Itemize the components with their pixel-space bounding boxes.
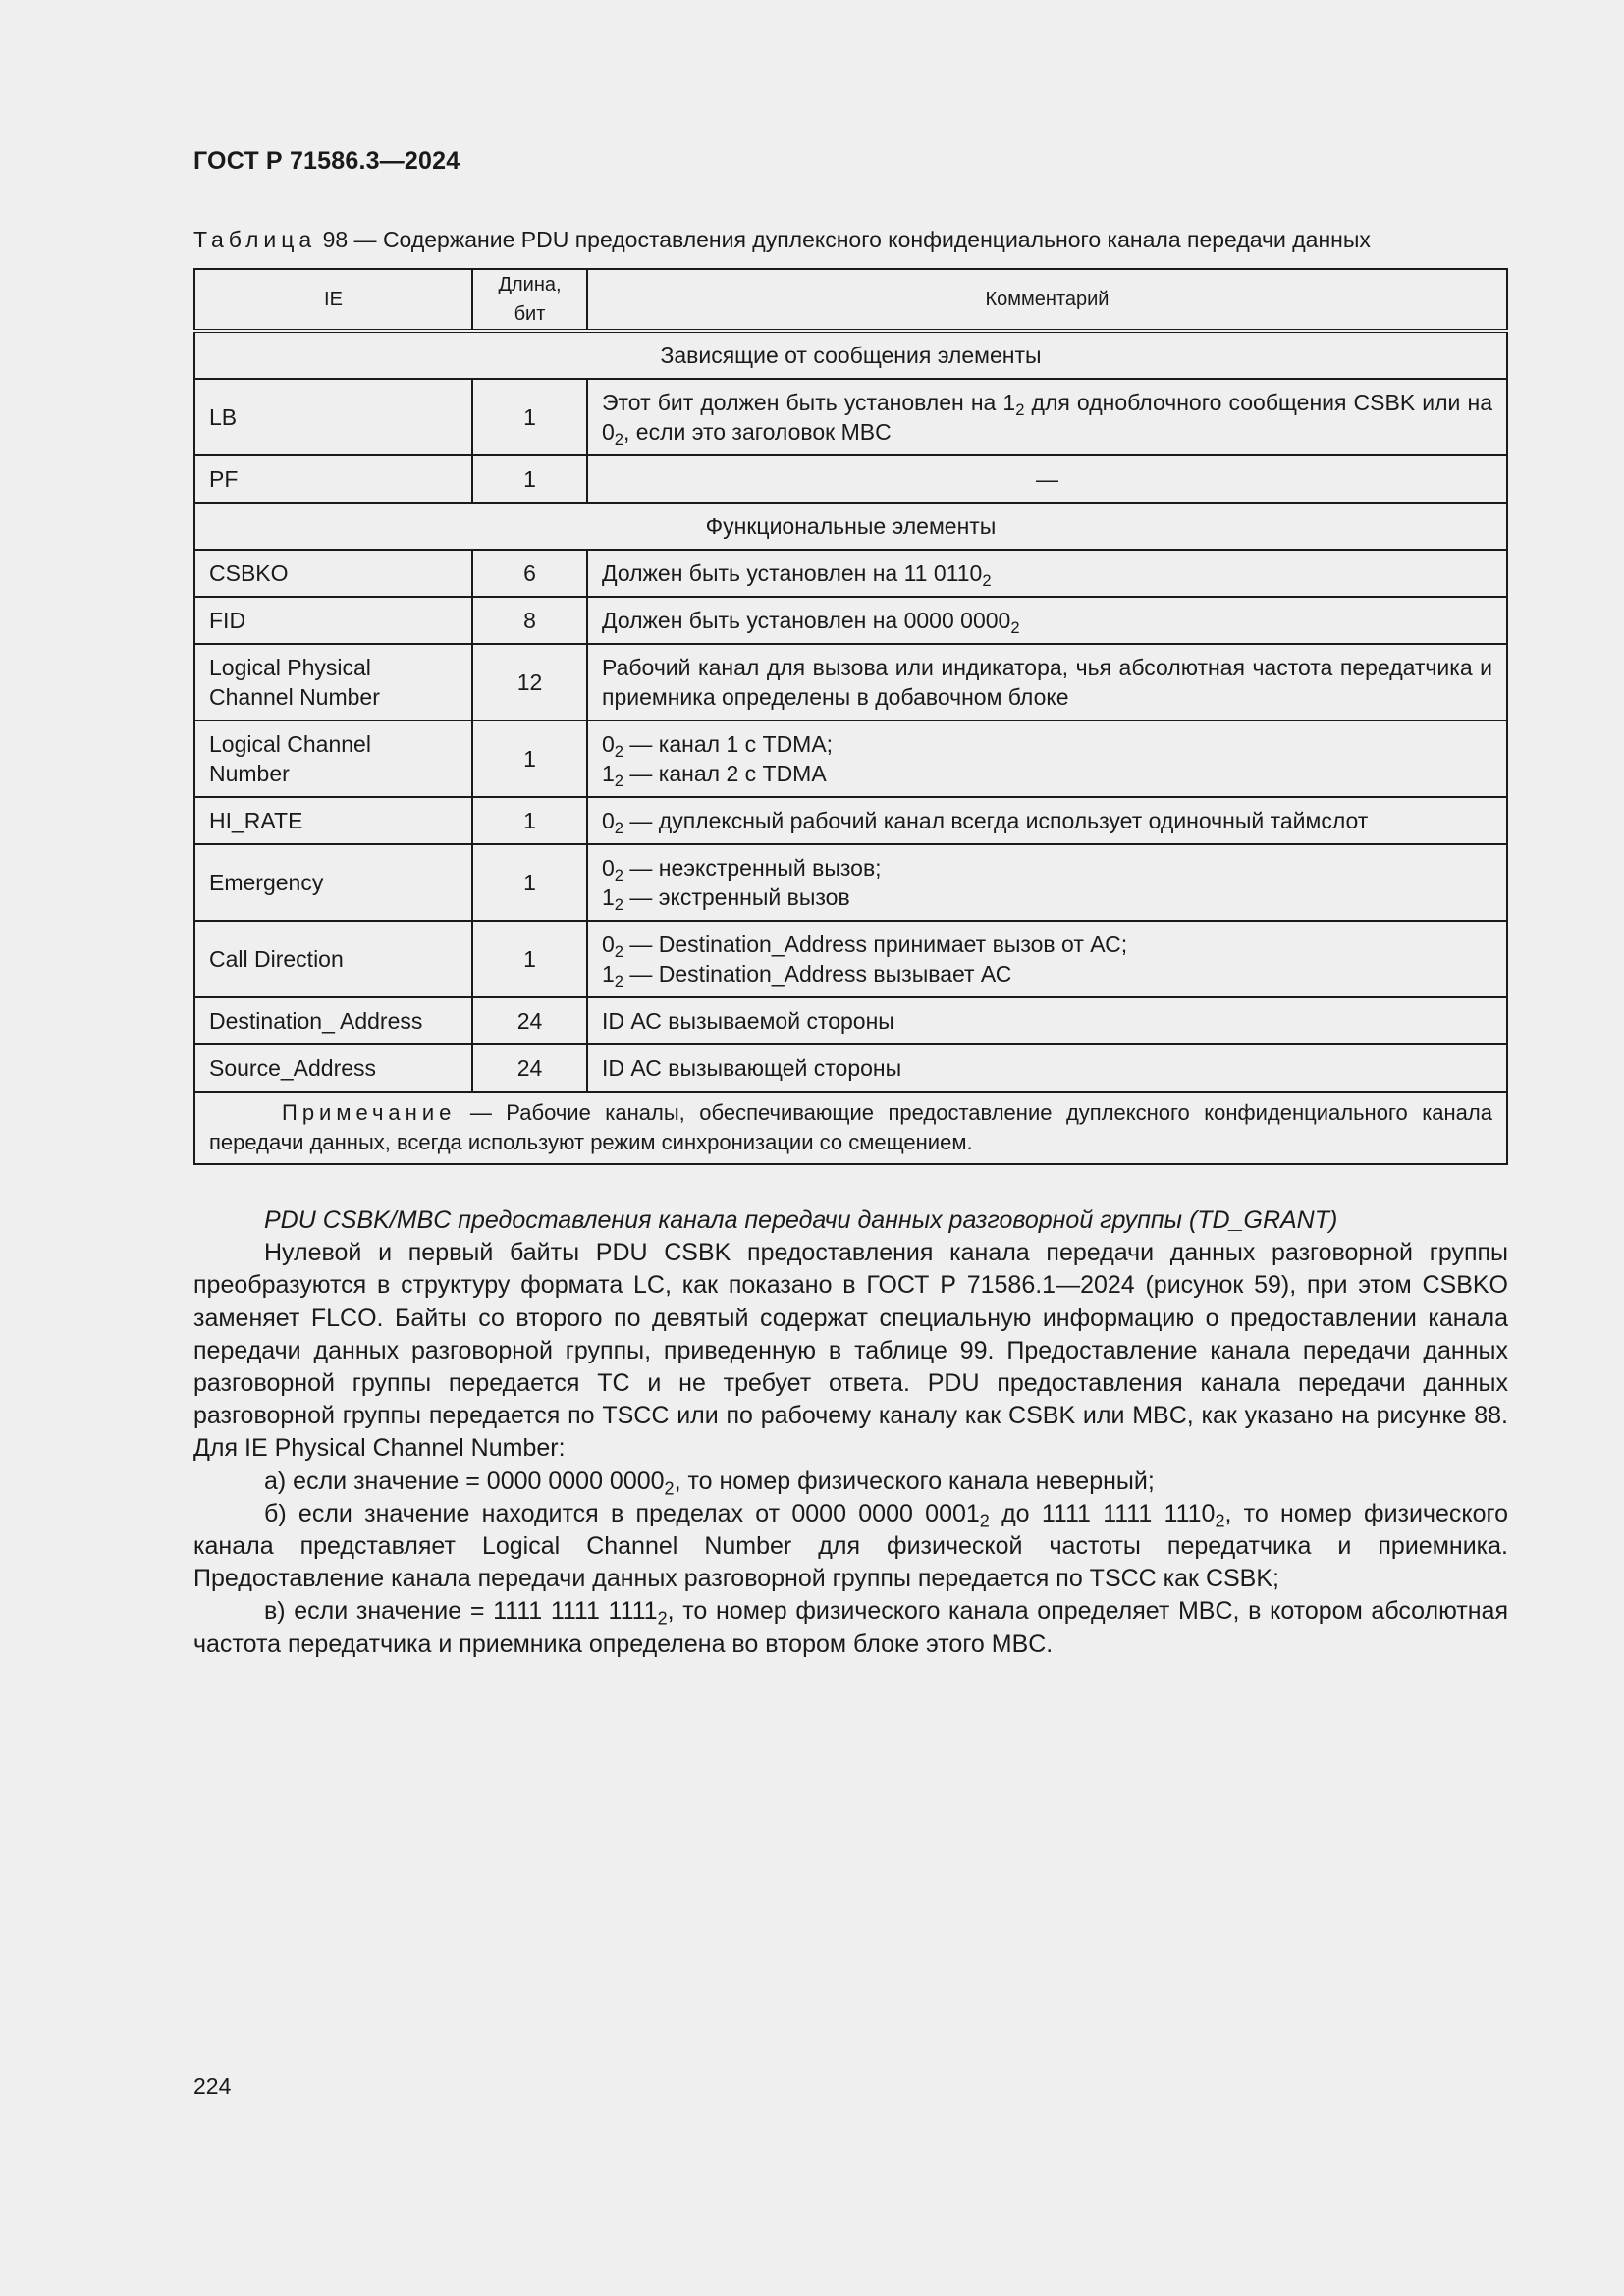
section-label: Зависящие от сообщения элементы	[194, 331, 1507, 379]
table-row	[194, 1044, 1507, 1092]
text-segment: —	[1036, 466, 1058, 492]
table-row	[194, 844, 1507, 921]
text-segment: 1	[602, 884, 615, 910]
text-segment: 1	[602, 761, 615, 786]
ie-cell: FID	[194, 597, 472, 644]
section-title: PDU CSBK/MBC предоставления канала передачи данных разговорной группы (TD_GRANT)	[264, 1206, 1338, 1234]
ie-cell: Logical Physical Channel Number	[194, 644, 472, 721]
length-cell: 1	[472, 921, 587, 997]
section-label: Функциональные элементы	[194, 503, 1507, 550]
table-row	[194, 721, 1507, 797]
comment-line	[602, 882, 1492, 912]
subscript: 2	[614, 894, 623, 914]
text-segment: Должен быть установлен на 0000 0000	[602, 608, 1011, 633]
subscript: 2	[664, 1478, 675, 1499]
ie-cell: Emergency	[194, 844, 472, 921]
note-label: Примечание	[282, 1100, 457, 1125]
subscript: 2	[614, 818, 623, 837]
text-segment: ID АС вызываемой стороны	[602, 1008, 894, 1034]
subscript: 2	[614, 429, 623, 449]
table-caption-label: Таблица	[193, 227, 317, 252]
column-header: Комментарий	[587, 269, 1507, 331]
ie-cell: HI_RATE	[194, 797, 472, 844]
subscript: 2	[614, 971, 623, 990]
text-segment: — канал 1 с TDMA;	[623, 731, 834, 757]
table-header-row	[194, 269, 1507, 331]
subscript: 2	[982, 570, 992, 590]
text-segment: а) если значение = 0000 0000 0000	[264, 1467, 665, 1495]
ie-cell: Call Direction	[194, 921, 472, 997]
text-segment: 0	[602, 731, 615, 757]
paragraph: Нулевой и первый байты PDU CSBK предоставления канала передачи данных разговорной группы преобразуются в структуру формата LC, как показано в ГОСТ Р 71586.1—2024 (рисунок 59), при этом CSBKO заменяет FLCO. Байты со второго по девятый содержат специальную информацию о предоставлении канала передачи данных разговорной группы, приведенную в таблице 99. Предоставление канала передачи данных разговорной группы передается ТС и не требует ответа. PDU предоставления канала передачи данных разговорной группы передается по TSCC или по рабочему каналу как CSBK или MBC, как указано на рисунке 88. Для IE Physical Channel Number:	[193, 1239, 1508, 1463]
note-text: — Рабочие каналы, обеспечивающие предоставление дуплексного конфиденциального канала передачи данных, всегда используют режим синхронизации со смещением.	[209, 1100, 1492, 1154]
length-cell: 1	[472, 797, 587, 844]
comment-cell	[587, 921, 1507, 997]
table-note	[194, 1092, 1507, 1164]
comment-cell	[587, 844, 1507, 921]
length-cell: 1	[472, 844, 587, 921]
table-row	[194, 921, 1507, 997]
comment-cell	[587, 797, 1507, 844]
text-segment: Рабочий канал для вызова или индикатора, чья абсолютная частота передатчика и приемника определены в добавочном блоке	[602, 655, 1492, 710]
table-caption-text: 98 — Содержание PDU предоставления дуплексного конфиденциального канала передачи данных	[316, 227, 1371, 252]
ie-cell: CSBKO	[194, 550, 472, 597]
subscript: 2	[1010, 617, 1020, 637]
comment-cell	[587, 997, 1507, 1044]
table-caption	[193, 227, 1509, 253]
text-segment: 0	[602, 932, 615, 957]
column-header: Длина, бит	[472, 269, 587, 331]
text-segment: б) если значение находится в пределах от 0000 0000 0001	[264, 1499, 980, 1527]
ie-cell: PF	[194, 455, 472, 503]
comment-line	[602, 930, 1492, 959]
ie-cell: Destination_ Address	[194, 997, 472, 1044]
length-cell: 12	[472, 644, 587, 721]
comment-cell	[587, 644, 1507, 721]
document-header: ГОСТ Р 71586.3—2024	[193, 147, 460, 175]
list-item-b	[193, 1498, 1508, 1596]
column-header: IE	[194, 269, 472, 331]
comment-line	[602, 759, 1492, 788]
text-segment: 1	[602, 961, 615, 987]
table-row	[194, 597, 1507, 644]
ie-cell: Source_Address	[194, 1044, 472, 1092]
table-row	[194, 797, 1507, 844]
pdu-table	[193, 268, 1508, 1165]
text-segment: 0	[602, 855, 615, 881]
text-segment: до 1111 1111 1110	[989, 1499, 1216, 1527]
comment-line	[602, 959, 1492, 988]
subscript: 2	[614, 771, 623, 790]
text-segment: — неэкстренный вызов;	[623, 855, 882, 881]
subscript: 2	[979, 1511, 990, 1531]
list-item-a	[193, 1466, 1508, 1498]
text-segment: — экстренный вызов	[623, 884, 850, 910]
comment-cell	[587, 379, 1507, 455]
length-cell: 1	[472, 455, 587, 503]
subscript: 2	[614, 865, 623, 884]
table-row	[194, 455, 1507, 503]
subscript: 2	[614, 941, 623, 961]
text-segment: 0	[602, 808, 615, 833]
text-segment: Этот бит должен быть установлен на 1	[602, 390, 1016, 415]
text-segment: — Destination_Address вызывает АС	[623, 961, 1012, 987]
comment-cell	[587, 455, 1507, 503]
text-segment: — дуплексный рабочий канал всегда использует одиночный таймслот	[623, 808, 1369, 833]
text-segment: , то номер физического канала определяет MBC, в котором абсолютная частота передатчика и приемника определена во втором блоке этого MBC.	[193, 1597, 1508, 1658]
subscript: 2	[614, 741, 623, 761]
text-segment: , то номер физического канала представляет Logical Channel Number для физической частоты передатчика и приемника. Предоставление канала передачи данных разговорной группы передается по TSCC как CSBK;	[193, 1499, 1509, 1593]
section-row-message-dependent	[194, 331, 1507, 379]
table-row	[194, 997, 1507, 1044]
text-segment: ID АС вызывающей стороны	[602, 1055, 902, 1081]
length-cell: 1	[472, 721, 587, 797]
length-cell: 1	[472, 379, 587, 455]
table-row	[194, 550, 1507, 597]
text-segment: , если это заголовок MBC	[623, 419, 892, 445]
table-row	[194, 644, 1507, 721]
length-cell: 8	[472, 597, 587, 644]
note-row	[194, 1092, 1507, 1164]
comment-line	[602, 729, 1492, 759]
comment-cell	[587, 721, 1507, 797]
table-row	[194, 379, 1507, 455]
comment-cell	[587, 550, 1507, 597]
text-segment: — канал 2 с TDMA	[623, 761, 827, 786]
subscript: 2	[1215, 1511, 1225, 1531]
subscript: 2	[657, 1608, 668, 1629]
text-segment: Должен быть установлен на 11 0110	[602, 561, 983, 586]
length-cell: 6	[472, 550, 587, 597]
text-segment: для одноблочного сообщения CSBK или на 0	[602, 390, 1492, 445]
ie-cell: Logical Channel Number	[194, 721, 472, 797]
length-cell: 24	[472, 997, 587, 1044]
ie-cell: LB	[194, 379, 472, 455]
section-row-functional	[194, 503, 1507, 550]
list-item-c	[193, 1595, 1508, 1660]
text-segment: , то номер физического канала неверный;	[674, 1467, 1155, 1495]
comment-line	[602, 853, 1492, 882]
page-number: 224	[193, 2073, 232, 2099]
subscript: 2	[1015, 400, 1025, 419]
length-cell: 24	[472, 1044, 587, 1092]
text-segment: — Destination_Address принимает вызов от АС;	[623, 932, 1128, 957]
body-text	[193, 1204, 1508, 1661]
comment-cell	[587, 1044, 1507, 1092]
comment-cell	[587, 597, 1507, 644]
text-segment: в) если значение = 1111 1111 1111	[264, 1597, 658, 1626]
